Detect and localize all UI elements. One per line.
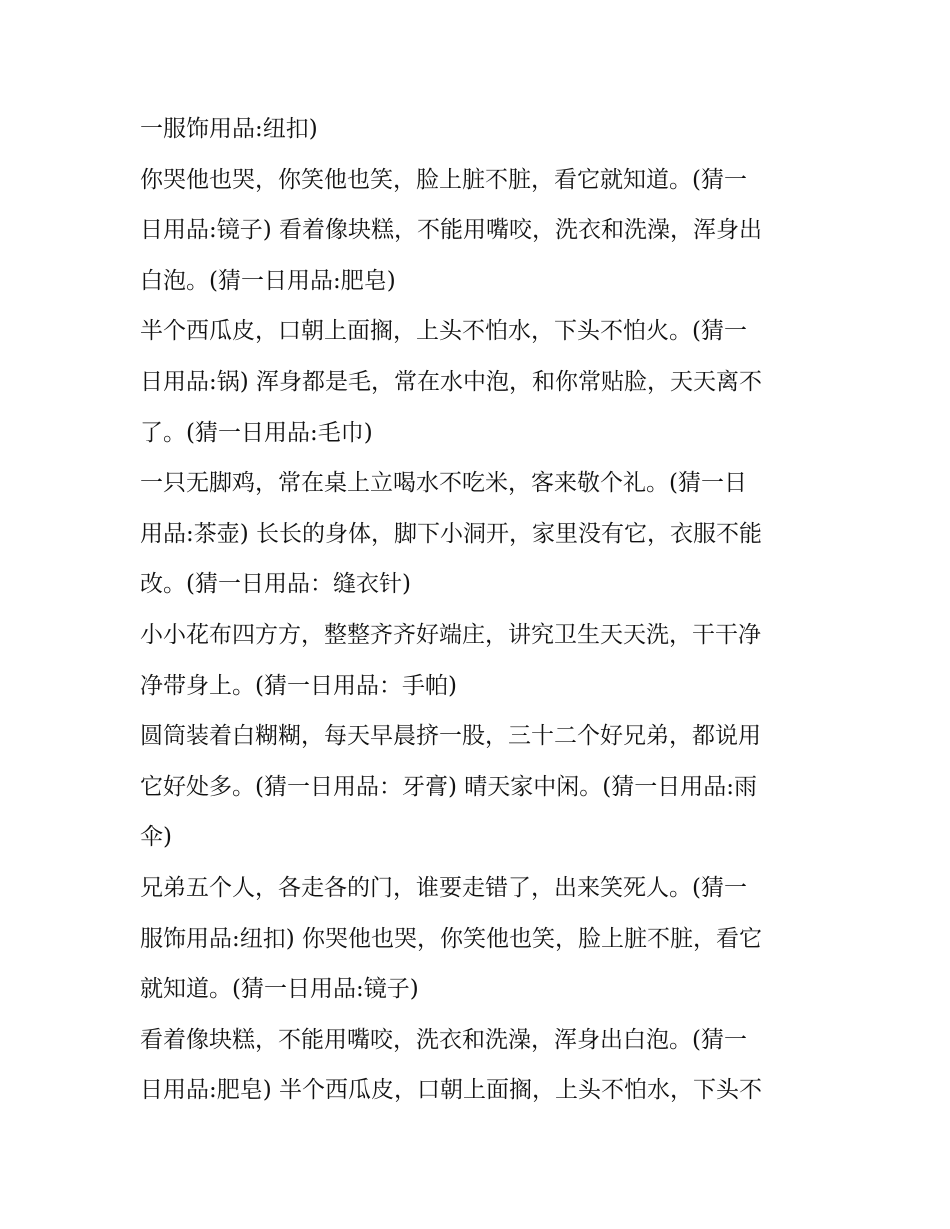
text-line: 服饰用品:纽扣) 你哭他也哭，你笑他也笑，脸上脏不脏，看它	[140, 925, 763, 952]
text-line: 看着像块糕，不能用嘴咬，洗衣和洗澡，浑身出白泡。(猜一	[140, 1026, 747, 1053]
text-line: 伞)	[140, 824, 172, 851]
text-line: 它好处多。(猜一日用品：牙膏) 晴天家中闲。(猜一日用品:雨	[140, 773, 757, 800]
text-line: 日用品:镜子) 看着像块糕，不能用嘴咬，洗衣和洗澡，浑身出	[140, 217, 763, 244]
text-line: 你哭他也哭，你笑他也笑，脸上脏不脏，看它就知道。(猜一	[140, 166, 747, 193]
text-line: 兄弟五个人，各走各的门，谁要走错了，出来笑死人。(猜一	[140, 874, 747, 901]
text-line: 小小花布四方方，整整齐齐好端庄，讲究卫生天天洗，干干净	[140, 621, 761, 648]
text-line: 一服饰用品:纽扣)	[140, 116, 318, 142]
text-line: 了。(猜一日用品:毛巾)	[140, 419, 373, 446]
text-line: 日用品:肥皂) 半个西瓜皮，口朝上面搁，上头不怕水，下头不	[140, 1077, 763, 1104]
text-line: 净带身上。(猜一日用品：手帕)	[140, 672, 457, 699]
text-line: 白泡。(猜一日用品:肥皂)	[140, 267, 396, 294]
document-body	[140, 104, 812, 1116]
text-line: 半个西瓜皮，口朝上面搁，上头不怕水，下头不怕火。(猜一	[140, 318, 747, 345]
text-line: 用品:茶壶) 长长的身体，脚下小洞开，家里没有它，衣服不能	[140, 520, 763, 547]
text-line: 就知道。(猜一日用品:镜子)	[140, 976, 419, 1003]
text-line: 一只无脚鸡，常在桌上立喝水不吃米，客来敬个礼。(猜一日	[140, 470, 747, 497]
text-line: 日用品:锅) 浑身都是毛，常在水中泡，和你常贴脸，天天离不	[140, 368, 763, 395]
text-line: 改。(猜一日用品：缝衣针)	[140, 571, 411, 598]
text-line: 圆筒装着白糊糊，每天早晨挤一股，三十二个好兄弟，都说用	[140, 723, 761, 750]
